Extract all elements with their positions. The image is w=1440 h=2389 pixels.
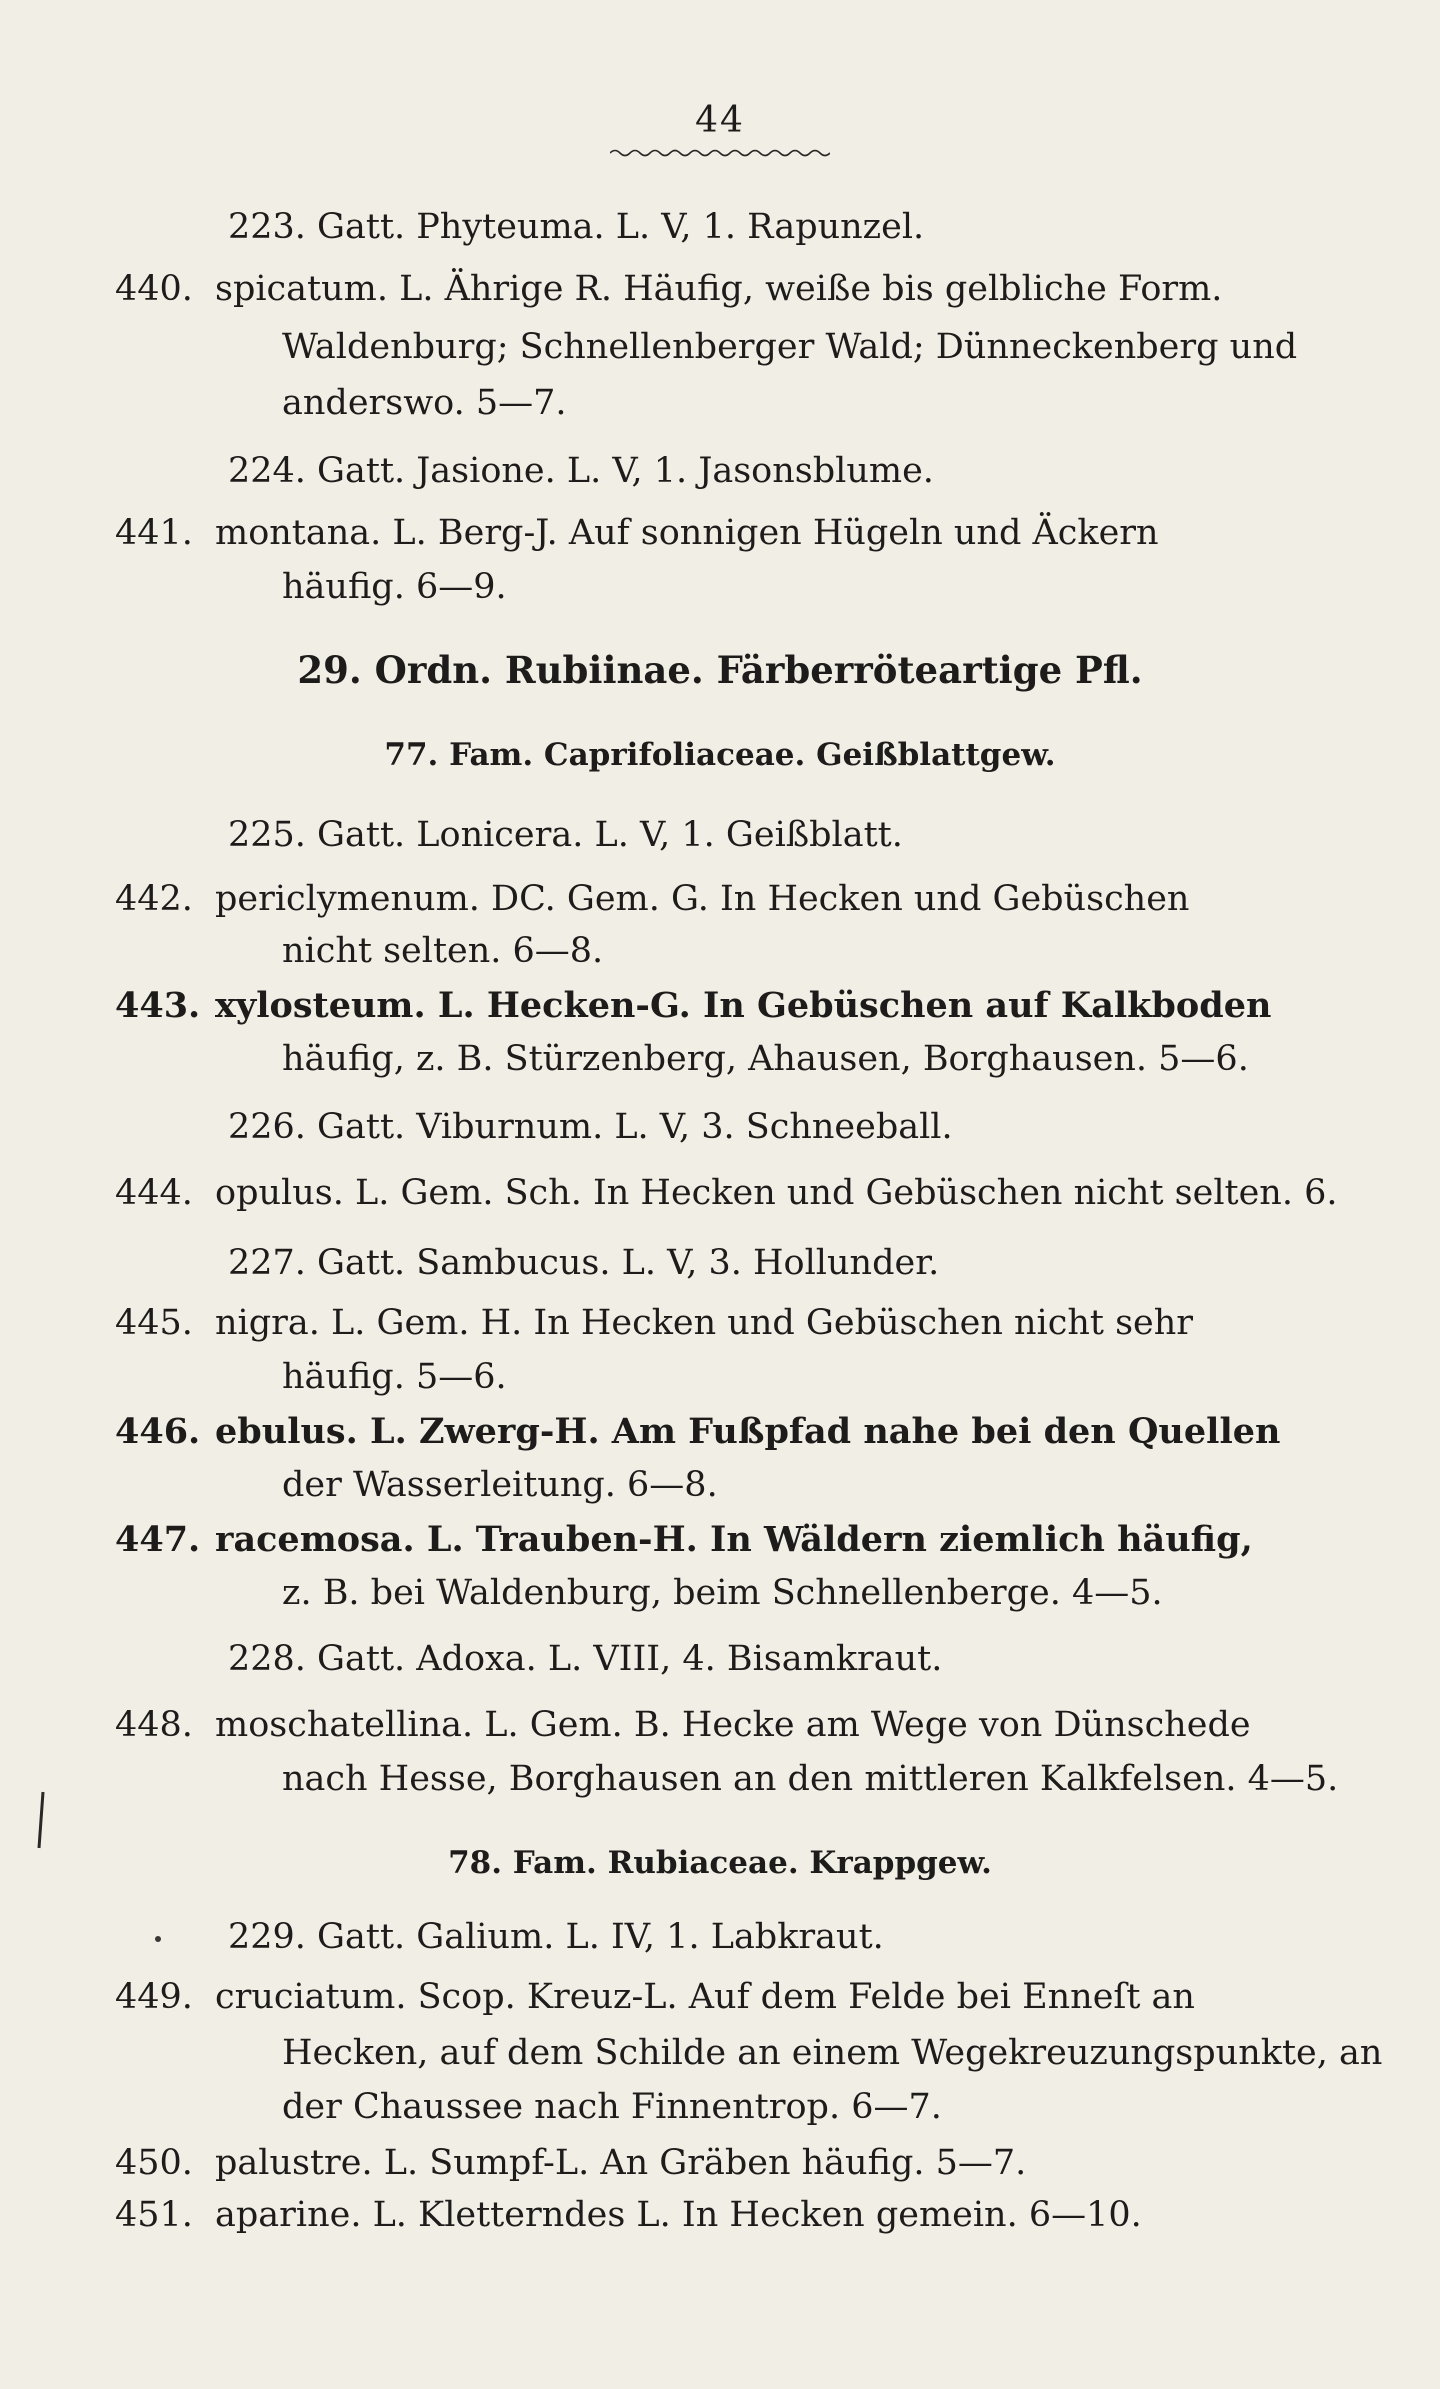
species-entry: 441. montana. L. Berg-J. Auf sonnigen Hügeln und Äckern	[115, 513, 1159, 553]
entry-continuation: nicht selten. 6—8.	[282, 931, 604, 971]
species-entry: 448. moschatellina. L. Gem. B. Hecke am Wege von Dünschede	[115, 1705, 1251, 1745]
entry-continuation: der Wasserleitung. 6—8.	[282, 1465, 718, 1505]
genus-line: 226. Gatt. Viburnum. L. V, 3. Schneeball.	[228, 1107, 953, 1147]
family-heading: 77. Fam. Caprifoliaceae. Geißblattgew.	[384, 737, 1056, 773]
species-entry: 451. aparine. L. Kletterndes L. In Hecken gemein. 6—10.	[115, 2195, 1142, 2235]
entry-continuation: häufig, z. B. Stürzenberg, Ahausen, Borghausen. 5—6.	[282, 1039, 1249, 1079]
entry-continuation: häufig. 5—6.	[282, 1357, 507, 1397]
genus-line: 225. Gatt. Lonicera. L. V, 1. Geißblatt.	[228, 815, 903, 855]
species-entry: 446. ebulus. L. Zwerg-H. Am Fußpfad nahe bei den Quellen	[115, 1411, 1281, 1452]
entry-continuation: Waldenburg; Schnellenberger Wald; Dünneckenberg und	[282, 327, 1298, 367]
entry-continuation: Hecken, auf dem Schilde an einem Wegekreuzungspunkte, an	[282, 2033, 1383, 2073]
genus-line: 229. Gatt. Galium. L. IV, 1. Labkraut.	[228, 1917, 884, 1957]
page-number: 44	[695, 100, 745, 141]
species-entry: 444. opulus. L. Gem. Sch. In Hecken und Gebüschen nicht selten. 6.	[115, 1173, 1338, 1213]
species-entry: 440. spicatum. L. Ährige R. Häufig, weiße bis gelbliche Form.	[115, 269, 1223, 309]
species-entry: 449. cruciatum. Scop. Kreuz-L. Auf dem Felde bei Enneſt an	[115, 1977, 1195, 2017]
dot-mark	[155, 1936, 161, 1942]
entry-continuation: häufig. 6—9.	[282, 567, 507, 607]
genus-line: 223. Gatt. Phyteuma. L. V, 1. Rapunzel.	[228, 207, 925, 247]
genus-line: 227. Gatt. Sambucus. L. V, 3. Hollunder.	[228, 1243, 940, 1283]
species-entry: 442. periclymenum. DC. Gem. G. In Hecken und Gebüschen	[115, 879, 1190, 919]
genus-line: 228. Gatt. Adoxa. L. VIII, 4. Bisamkraut.	[228, 1639, 943, 1679]
entry-continuation: z. B. bei Waldenburg, beim Schnellenberge. 4—5.	[282, 1573, 1163, 1613]
family-heading: 78. Fam. Rubiaceae. Krappgew.	[448, 1845, 992, 1881]
genus-line: 224. Gatt. Jasione. L. V, 1. Jasonsblume.	[228, 451, 934, 491]
species-entry: 443. xylosteum. L. Hecken-G. In Gebüschen auf Kalkboden	[115, 985, 1272, 1026]
entry-continuation: der Chaussee nach Finnentrop. 6—7.	[282, 2087, 942, 2127]
pencil-mark	[36, 1790, 46, 1850]
entry-continuation: anderswo. 5—7.	[282, 383, 567, 423]
wavy-rule	[610, 148, 830, 158]
species-entry: 445. nigra. L. Gem. H. In Hecken und Gebüschen nicht sehr	[115, 1303, 1194, 1343]
order-heading: 29. Ordn. Rubiinae. Färberröteartige Pfl.	[297, 648, 1143, 692]
entry-continuation: nach Hesse, Borghausen an den mittleren Kalkfelsen. 4—5.	[282, 1759, 1339, 1799]
species-entry: 447. racemosa. L. Trauben-H. In Wäldern ziemlich häufig,	[115, 1519, 1253, 1560]
species-entry: 450. palustre. L. Sumpf-L. An Gräben häufig. 5—7.	[115, 2143, 1027, 2183]
